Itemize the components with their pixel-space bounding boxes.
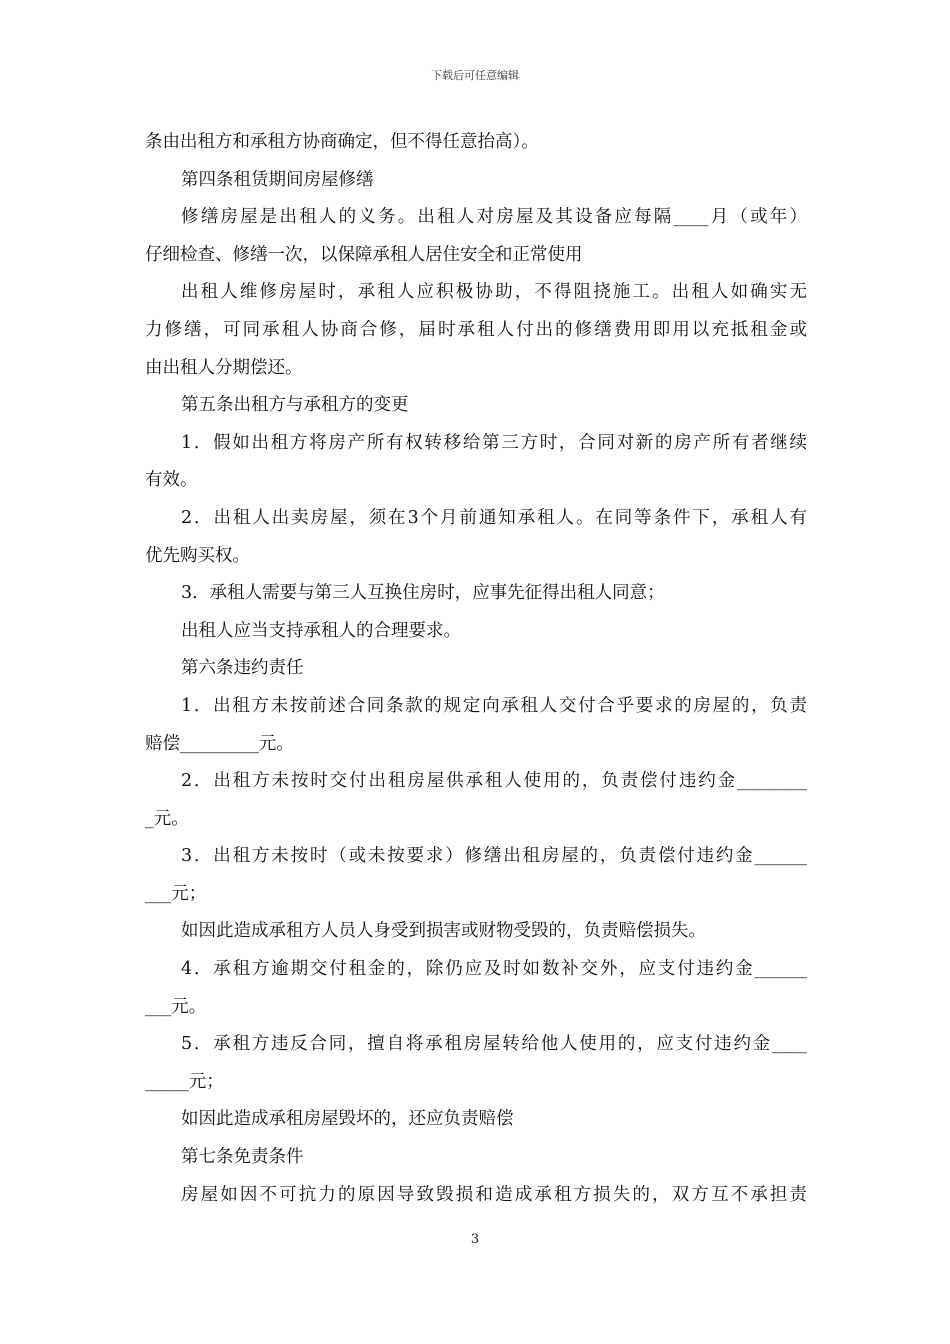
text-line: ___元。: [145, 996, 207, 1017]
text-line: 2．出租人出卖房屋，须在3个月前通知承租人。在同等条件下，承租人有: [181, 507, 807, 528]
text-line: 5．承租方违反合同，擅自将承租房屋转给他人使用的，应支付违约金____: [181, 1034, 807, 1055]
text-line: 第六条违约责任: [181, 658, 304, 679]
text-line: _____元；: [145, 1071, 224, 1092]
text-line: 优先购买权。: [145, 545, 250, 566]
text-line: 赔偿_________元。: [145, 733, 294, 754]
text-line: 3．承租人需要与第三人互换住房时，应事先征得出租人同意；: [181, 583, 665, 604]
text-line: 条由出租方和承租方协商确定，但不得任意抬高）。: [145, 132, 539, 152]
page-header: 下载后可任意编辑: [431, 69, 519, 82]
text-line: _元。: [145, 808, 189, 829]
text-line: 出租人应当支持承租人的合理要求。: [181, 620, 461, 641]
text-line: 第五条出租方与承租方的变更: [181, 395, 409, 416]
text-line: 4．承租方逾期交付租金的，除仍应及时如数补交外，应支付违约金______: [181, 959, 807, 980]
text-line: 房屋如因不可抗力的原因导致毁损和造成承租方损失的，双方互不承担责: [181, 1184, 807, 1205]
text-line: 修缮房屋是出租人的义务。出租人对房屋及其设备应每隔____月（或年）: [181, 207, 807, 228]
text-line: 力修缮，可同承租人协商合修，届时承租人付出的修缮费用即用以充抵租金或: [145, 319, 807, 340]
text-line: 如因此造成承租方人员人身受到损害或财物受毁的，负责赔偿损失。: [181, 921, 706, 942]
text-line: 2．出租方未按时交付出租房屋供承租人使用的，负责偿付违约金________: [181, 771, 807, 792]
text-line: ___元；: [145, 883, 207, 904]
document-body: [145, 124, 807, 1214]
text-line: 3．出租方未按时（或未按要求）修缮出租房屋的，负责偿付违约金______: [181, 846, 807, 867]
text-line: 仔细检查、修缮一次，以保障承租人居住安全和正常使用: [145, 244, 583, 265]
page-number: 3: [470, 1232, 480, 1247]
text-line: 如因此造成承租房屋毁坏的，还应负责赔偿: [181, 1109, 514, 1130]
text-line: 第七条免责条件: [181, 1147, 304, 1168]
text-line: 1．假如出租方将房产所有权转移给第三方时，合同对新的房产所有者继续: [181, 432, 807, 453]
text-line: 有效。: [145, 470, 198, 491]
text-line: 1．出租方未按前述合同条款的规定向承租人交付合乎要求的房屋的，负责: [181, 695, 807, 716]
text-line: 第四条租赁期间房屋修缮: [181, 169, 374, 190]
text-line: 出租人维修房屋时，承租人应积极协助，不得阻挠施工。出租人如确实无: [181, 282, 807, 303]
text-line: 由出租人分期偿还。: [145, 357, 303, 378]
